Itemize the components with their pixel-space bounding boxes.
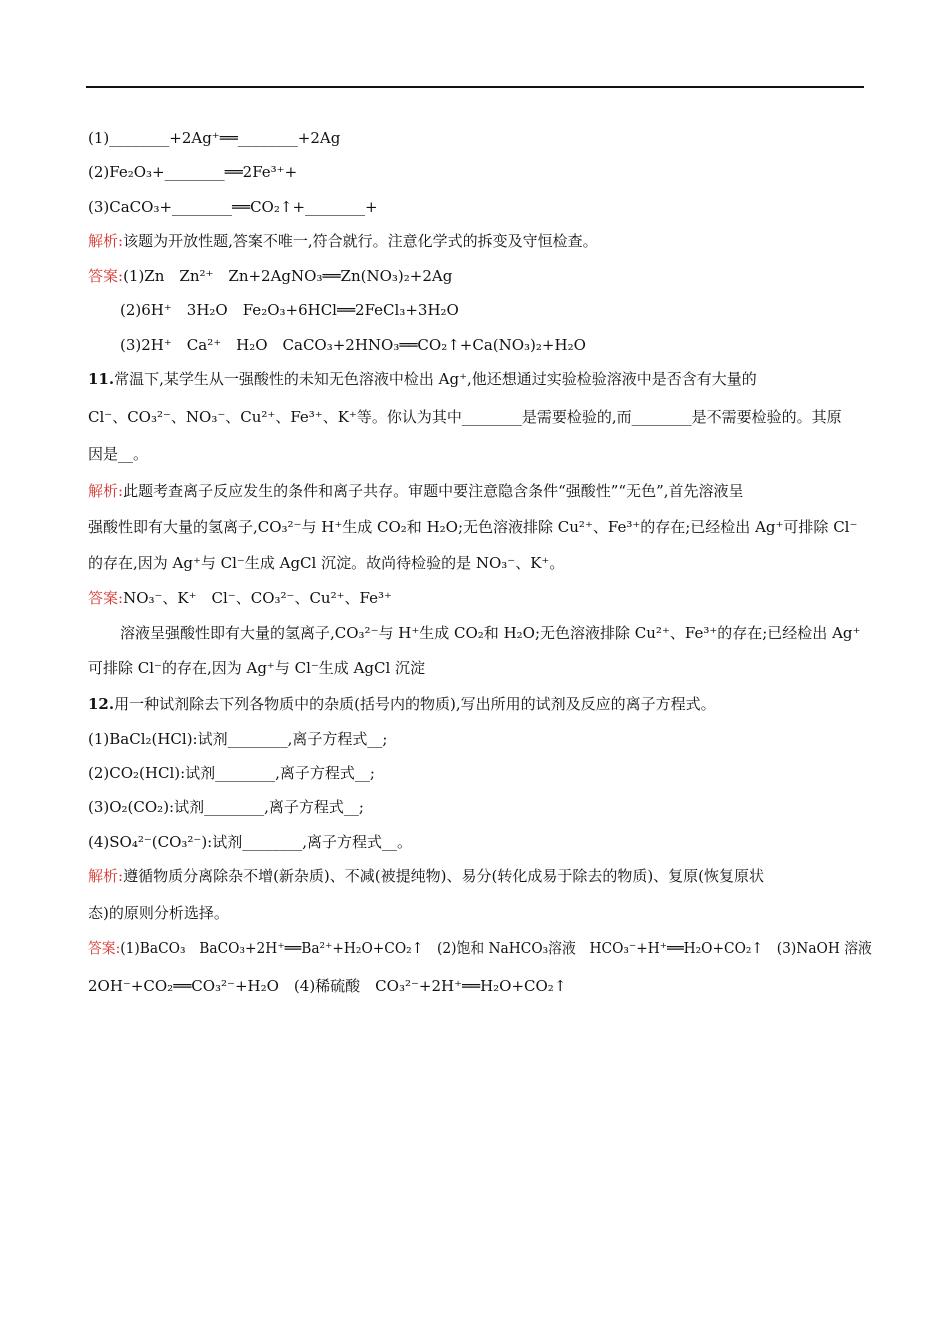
q10-part1: (1)________+2Ag⁺══________+2Ag xyxy=(88,129,341,147)
q12-stem: 12.用一种试剂除去下列各物质中的杂质(括号内的物质),写出所用的试剂及反应的离子方程式。 xyxy=(88,695,716,713)
header-rule xyxy=(86,86,864,88)
q11-stem-3: 因是__。 xyxy=(88,445,149,463)
q10-part3: (3)CaCO₃+________══CO₂↑+________+ xyxy=(88,198,378,216)
q10-answer-1: 答案:(1)Zn Zn²⁺ Zn+2AgNO₃══Zn(NO₃)₂+2Ag xyxy=(88,267,453,285)
q12-part1: (1)BaCl₂(HCl):试剂________,离子方程式__; xyxy=(88,730,388,748)
q11-answer-explain-1: 溶液呈强酸性即有大量的氢离子,CO₃²⁻与 H⁺生成 CO₂和 H₂O;无色溶液排除 Cu²⁺、Fe³⁺的存在;已经检出 Ag⁺ xyxy=(120,624,861,642)
q12-answer-1: 答案:(1)BaCO₃ BaCO₃+2H⁺══Ba²⁺+H₂O+CO₂↑ (2)饱和 NaHCO₃溶液 HCO₃⁻+H⁺══H₂O+CO₂↑ (3)NaOH 溶液 xyxy=(88,939,872,957)
q12-part4: (4)SO₄²⁻(CO₃²⁻):试剂________,离子方程式__。 xyxy=(88,833,413,851)
q12-analysis-1: 解析:遵循物质分离除杂不增(新杂质)、不减(被提纯物)、易分(转化成易于除去的物质)、复原(恢复原状 xyxy=(88,867,765,885)
q10-answer-3: (3)2H⁺ Ca²⁺ H₂O CaCO₃+2HNO₃══CO₂↑+Ca(NO₃)₂+H₂O xyxy=(120,336,586,354)
q11-stem-1: 11.常温下,某学生从一强酸性的未知无色溶液中检出 Ag⁺,他还想通过实验检验溶液中是否含有大量的 xyxy=(88,370,757,388)
q11-analysis-1: 解析:此题考查离子反应发生的条件和离子共存。审题中要注意隐含条件“强酸性”“无色”,首先溶液呈 xyxy=(88,482,744,500)
q10-part2: (2)Fe₂O₃+________══2Fe³⁺+ xyxy=(88,163,298,181)
q11-answer: 答案:NO₃⁻、K⁺ Cl⁻、CO₃²⁻、Cu²⁺、Fe³⁺ xyxy=(88,589,392,607)
q12-analysis-2: 态)的原则分析选择。 xyxy=(88,904,229,922)
q12-part2: (2)CO₂(HCl):试剂________,离子方程式__; xyxy=(88,764,375,782)
q11-analysis-2: 强酸性即有大量的氢离子,CO₃²⁻与 H⁺生成 CO₂和 H₂O;无色溶液排除 Cu²⁺、Fe³⁺的存在;已经检出 Ag⁺可排除 Cl⁻ xyxy=(88,518,858,536)
q11-stem-2: Cl⁻、CO₃²⁻、NO₃⁻、Cu²⁺、Fe³⁺、K⁺等。你认为其中________是需要检验的,而________是不需要检验的。其原 xyxy=(88,408,842,426)
q12-answer-2: 2OH⁻+CO₂══CO₃²⁻+H₂O (4)稀硫酸 CO₃²⁻+2H⁺══H₂O+CO₂↑ xyxy=(88,977,567,995)
q11-answer-explain-2: 可排除 Cl⁻的存在,因为 Ag⁺与 Cl⁻生成 AgCl 沉淀 xyxy=(88,659,426,677)
q11-analysis-3: 的存在,因为 Ag⁺与 Cl⁻生成 AgCl 沉淀。故尚待检验的是 NO₃⁻、K⁺。 xyxy=(88,554,565,572)
q10-analysis: 解析:该题为开放性题,答案不唯一,符合就行。注意化学式的拆变及守恒检查。 xyxy=(88,232,598,250)
q10-answer-2: (2)6H⁺ 3H₂O Fe₂O₃+6HCl══2FeCl₃+3H₂O xyxy=(120,301,459,319)
q12-part3: (3)O₂(CO₂):试剂________,离子方程式__; xyxy=(88,798,364,816)
